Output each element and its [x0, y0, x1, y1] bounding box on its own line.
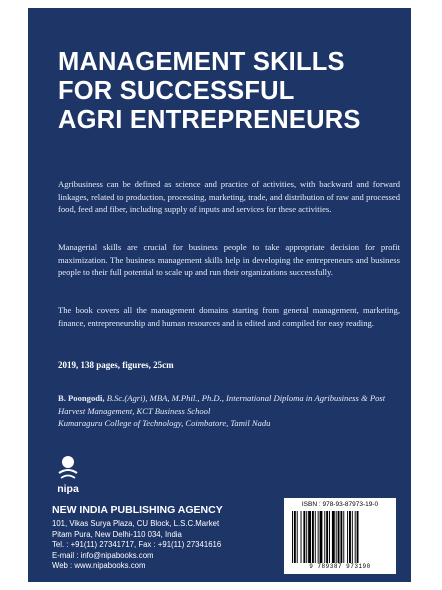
phone-line: Tel. : +91(11) 27341717, Fax : +91(11) 27341616 [52, 540, 222, 550]
address-line: 101, Vikas Surya Plaza, CU Block, L.S.C.Market [52, 519, 220, 528]
book-back-cover [28, 8, 411, 582]
isbn-label: ISBN : 978-93-87973-19-0 [301, 501, 379, 508]
web-line: Web : www.nipabooks.com [52, 561, 146, 571]
title-line-1: MANAGEMENT SKILLS [58, 48, 345, 76]
book-title [58, 48, 398, 135]
book-details: 2019, 138 pages, figures, 25cm [58, 360, 174, 370]
title-line-2: FOR SUCCESSFUL [58, 77, 295, 105]
author-credentials: B.Sc.(Agri), MBA, M.Phil., Ph.D., International Diploma in Agribusiness & Post Harvest Management, KCT Business School [58, 393, 386, 416]
title-line-3: AGRI ENTREPRENEURS [58, 106, 361, 134]
email-line: E-mail : info@nipabooks.com [52, 550, 154, 560]
description-paragraph-1: Agribusiness can be defined as science and practice of activities, with backward and forward linkages, related to production, processing, marketing, trade, and distribution of raw and processed food, feed and fiber, including supply of inputs and services for these activities. [58, 179, 400, 215]
barcode-digits: 9 789387 973190 [309, 563, 371, 570]
isbn-barcode-box [284, 498, 396, 574]
author-info [58, 392, 403, 430]
description-paragraph-2: Managerial skills are crucial for business people to take appropriate decision for profit maximization. The business management skills help in developing the entrepreneurs and business people to their full potential to scale up and run their organizations successfully. [58, 242, 400, 278]
description-paragraph-3: The book covers all the management domains starting from general management, marketing, finance, entrepreneurship and human resources and is edited and compiled for easy reading. [58, 305, 400, 328]
publisher-address [52, 519, 221, 572]
publisher-logo-text: nipa [57, 483, 79, 495]
publisher-name: NEW INDIA PUBLISHING AGENCY [52, 504, 223, 516]
author-name: B. Poongodi, [58, 393, 105, 403]
barcode-icon [290, 511, 390, 563]
author-affiliation: Kumaraguru College of Technology, Coimbatore, Tamil Nadu [58, 418, 271, 429]
publisher-logo-icon [56, 454, 80, 498]
address-line: Pitam Pura, New Delhi-110 034, India [52, 529, 182, 539]
